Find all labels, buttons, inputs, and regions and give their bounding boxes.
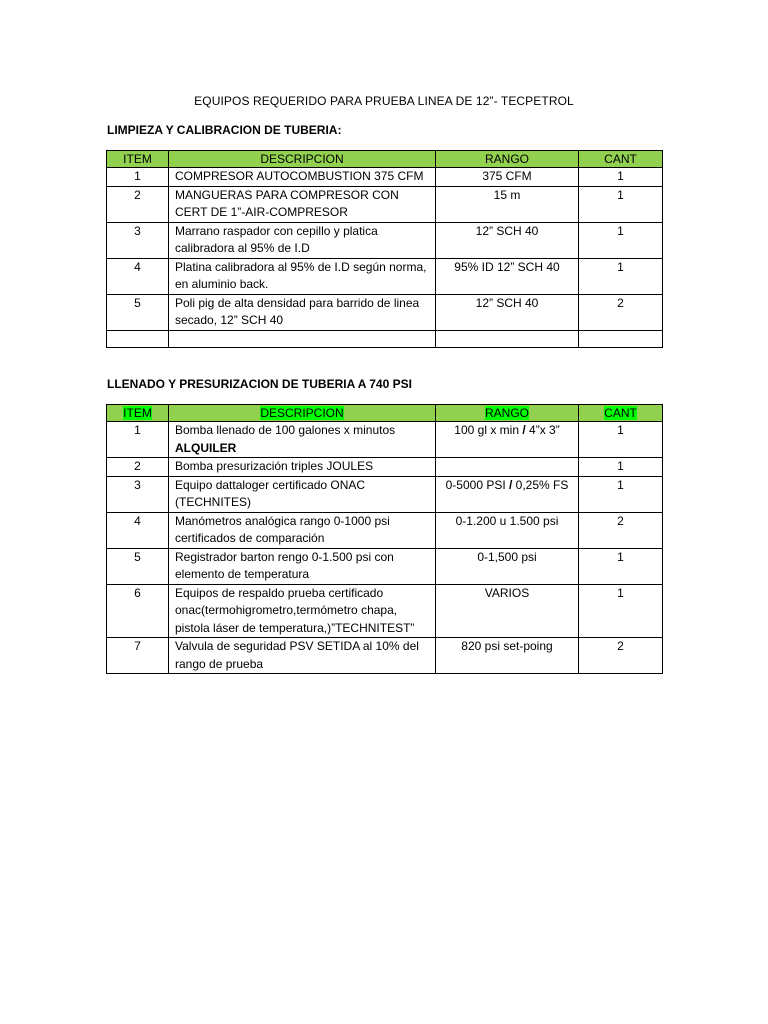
cell-rango-text: 0-5000 PSI <box>445 477 509 492</box>
cell-cant: 2 <box>579 294 663 330</box>
cell-descripcion: Poli pig de alta densidad para barrido de linea secado, 12” SCH 40 <box>169 294 436 330</box>
cell-cant: 1 <box>579 476 663 512</box>
header-descripcion-label: DESCRIPCION <box>260 406 344 420</box>
header-descripcion <box>169 405 436 422</box>
cell-item: 1 <box>107 168 169 187</box>
cell-item: 2 <box>107 186 169 222</box>
cell-rango <box>436 476 579 512</box>
cell-item: 1 <box>107 422 169 458</box>
cell-cant: 1 <box>579 186 663 222</box>
cell-descripcion <box>169 422 436 458</box>
cell-cant: 1 <box>579 222 663 258</box>
cell-item: 6 <box>107 584 169 638</box>
table-row <box>107 458 663 477</box>
cell-item: 4 <box>107 512 169 548</box>
table-row <box>107 512 663 548</box>
cell-rango-separator: / <box>522 423 526 437</box>
cell-item: 3 <box>107 222 169 258</box>
table-header-row <box>107 151 663 168</box>
cell-descripcion: Valvula de seguridad PSV SETIDA al 10% del rango de prueba <box>169 638 436 674</box>
cell-descripcion: Platina calibradora al 95% de I.D según norma, en aluminio back. <box>169 258 436 294</box>
header-item <box>107 405 169 422</box>
cell-empty <box>579 330 663 347</box>
header-rango <box>436 405 579 422</box>
cell-item: 2 <box>107 458 169 477</box>
cell-rango: VARIOS <box>436 584 579 638</box>
cell-cant: 1 <box>579 584 663 638</box>
cell-descripcion: COMPRESOR AUTOCOMBUSTION 375 CFM <box>169 168 436 187</box>
table-row <box>107 222 663 258</box>
header-rango: RANGO <box>436 151 579 168</box>
section-title-llenado: LLENADO Y PRESURIZACION DE TUBERIA A 740 PSI <box>107 377 412 391</box>
cell-rango <box>436 422 579 458</box>
document-title: EQUIPOS REQUERIDO PARA PRUEBA LINEA DE 12”- TECPETROL <box>194 94 574 108</box>
table-row <box>107 186 663 222</box>
cell-rango: 375 CFM <box>436 168 579 187</box>
cell-cant: 2 <box>579 638 663 674</box>
cell-rango-separator: / <box>509 477 513 492</box>
header-descripcion: DESCRIPCION <box>169 151 436 168</box>
header-rango-label: RANGO <box>484 406 529 420</box>
table-llenado <box>106 404 663 674</box>
table-row <box>107 258 663 294</box>
header-cant <box>579 405 663 422</box>
cell-cant: 1 <box>579 168 663 187</box>
cell-item: 7 <box>107 638 169 674</box>
table-limpieza <box>106 150 663 348</box>
cell-rango: 820 psi set-poing <box>436 638 579 674</box>
cell-rango: 12” SCH 40 <box>436 294 579 330</box>
table-row <box>107 548 663 584</box>
cell-descripcion: Registrador barton rengo 0-1.500 psi con elemento de temperatura <box>169 548 436 584</box>
cell-empty <box>107 330 169 347</box>
header-item: ITEM <box>107 151 169 168</box>
header-cant: CANT <box>579 151 663 168</box>
table-row <box>107 294 663 330</box>
table-header-row <box>107 405 663 422</box>
cell-rango-tail: 0,25% FS <box>512 477 569 492</box>
cell-item: 5 <box>107 548 169 584</box>
cell-descripcion: Marrano raspador con cepillo y platica calibradora al 95% de I.D <box>169 222 436 258</box>
cell-rango: 0-1.200 u 1.500 psi <box>436 512 579 548</box>
cell-rango-tail: 4”x 3” <box>525 423 560 437</box>
cell-rango <box>436 458 579 477</box>
table-row <box>107 476 663 512</box>
cell-empty <box>436 330 579 347</box>
cell-cant: 1 <box>579 458 663 477</box>
cell-rango: 95% ID 12” SCH 40 <box>436 258 579 294</box>
cell-rango-text: 100 gl x min <box>454 423 523 437</box>
cell-rango: 12” SCH 40 <box>436 222 579 258</box>
cell-descripcion: Equipo dattaloger certificado ONAC (TECHNITES) <box>169 476 436 512</box>
cell-descripcion: MANGUERAS PARA COMPRESOR CON CERT DE 1”-AIR-COMPRESOR <box>169 186 436 222</box>
cell-descripcion: Bomba presurización triples JOULES <box>169 458 436 477</box>
table-row <box>107 638 663 674</box>
cell-rango: 15 m <box>436 186 579 222</box>
table-row <box>107 584 663 638</box>
cell-item: 5 <box>107 294 169 330</box>
cell-descripcion-bold: ALQUILER <box>175 440 237 455</box>
section-title-limpieza: LIMPIEZA Y CALIBRACION DE TUBERIA: <box>107 123 342 137</box>
cell-descripcion-text: Bomba llenado de 100 galones x minutos <box>175 423 396 437</box>
cell-descripcion: Equipos de respaldo prueba certificado onac(termohigrometro,termómetro chapa, pistola láser de temperatura,)”TECHNITEST” <box>169 584 436 638</box>
cell-descripcion: Manómetros analógica rango 0-1000 psi certificados de comparación <box>169 512 436 548</box>
cell-item: 4 <box>107 258 169 294</box>
cell-cant: 1 <box>579 422 663 458</box>
table-row <box>107 168 663 187</box>
table-row <box>107 422 663 458</box>
cell-item: 3 <box>107 476 169 512</box>
header-cant-label: CANT <box>604 406 637 420</box>
cell-cant: 1 <box>579 258 663 294</box>
cell-cant: 1 <box>579 548 663 584</box>
cell-cant: 2 <box>579 512 663 548</box>
cell-rango: 0-1,500 psi <box>436 548 579 584</box>
table-row-empty <box>107 330 663 347</box>
cell-empty <box>169 330 436 347</box>
header-item-label: ITEM <box>123 406 152 420</box>
